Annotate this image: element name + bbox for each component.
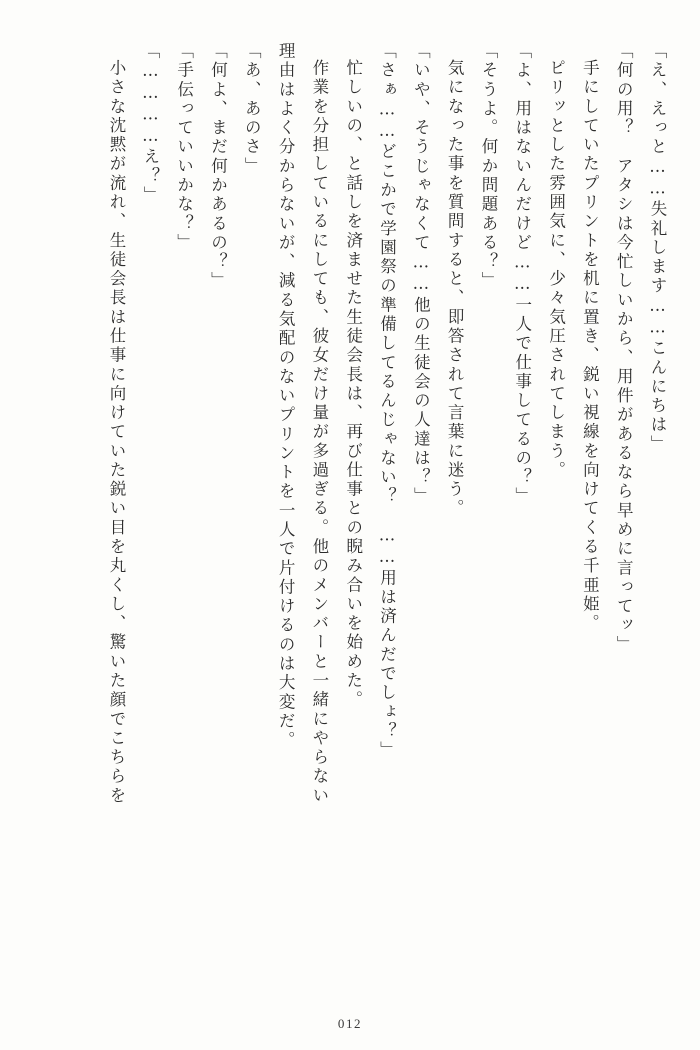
paragraph: 「いや、そうじゃなくて……他の生徒会の人達は？」 — [411, 42, 431, 507]
paragraph: 「え、えっと……失礼します……こんにちは」 — [648, 42, 667, 454]
paragraph: 「よ、用はないんだけど……一人で仕事してるの？」 — [512, 42, 532, 507]
page-number: 012 — [337, 1016, 363, 1031]
paragraph: 作業を分担しているにしても、彼女だけ量が多過ぎる。他のメンバーと一緒にやらない — [309, 58, 329, 805]
paragraph: 「あ、あのさ」 — [242, 42, 262, 176]
paragraph: 理由はよく分からないが、減る気配のないプリントを一人で片付けるのは大変だ。 — [276, 42, 296, 751]
paragraph: 「そうよ。何か問題ある？」 — [478, 42, 498, 291]
novel-body-text — [26, 42, 674, 987]
paragraph: 忙しいの、と話しを済ませた生徒会長は、再び仕事との睨み合いを始めた。 — [343, 58, 363, 710]
paragraph: 「さぁ……どこかで学園祭の準備してるんじゃない？ ……用は済んだでしょ？」 — [377, 42, 397, 761]
paragraph: 「何よ、まだ何かあるの？」 — [208, 42, 228, 291]
paragraph: 手にしていたプリントを机に置き、鋭い視線を向けてくる千亜姫。 — [580, 58, 600, 633]
paragraph: 気になった事を質問すると、即答されて言葉に迷う。 — [445, 58, 465, 518]
paragraph: 「…………え？」 — [140, 42, 160, 206]
paragraph: 「手伝っていいかな？」 — [174, 42, 194, 253]
page-content-area — [26, 42, 674, 990]
paragraph: 小さな沈黙が流れ、生徒会長は仕事に向けていた鋭い目を丸くし、驚いた顔でこちらを — [107, 58, 126, 805]
paragraph: ピリッとした雰囲気に、少々気圧されてしまう。 — [546, 58, 566, 480]
paragraph: 「何の用？ アタシは今忙しいから、用件があるなら早めに言ってッ」 — [614, 42, 634, 655]
